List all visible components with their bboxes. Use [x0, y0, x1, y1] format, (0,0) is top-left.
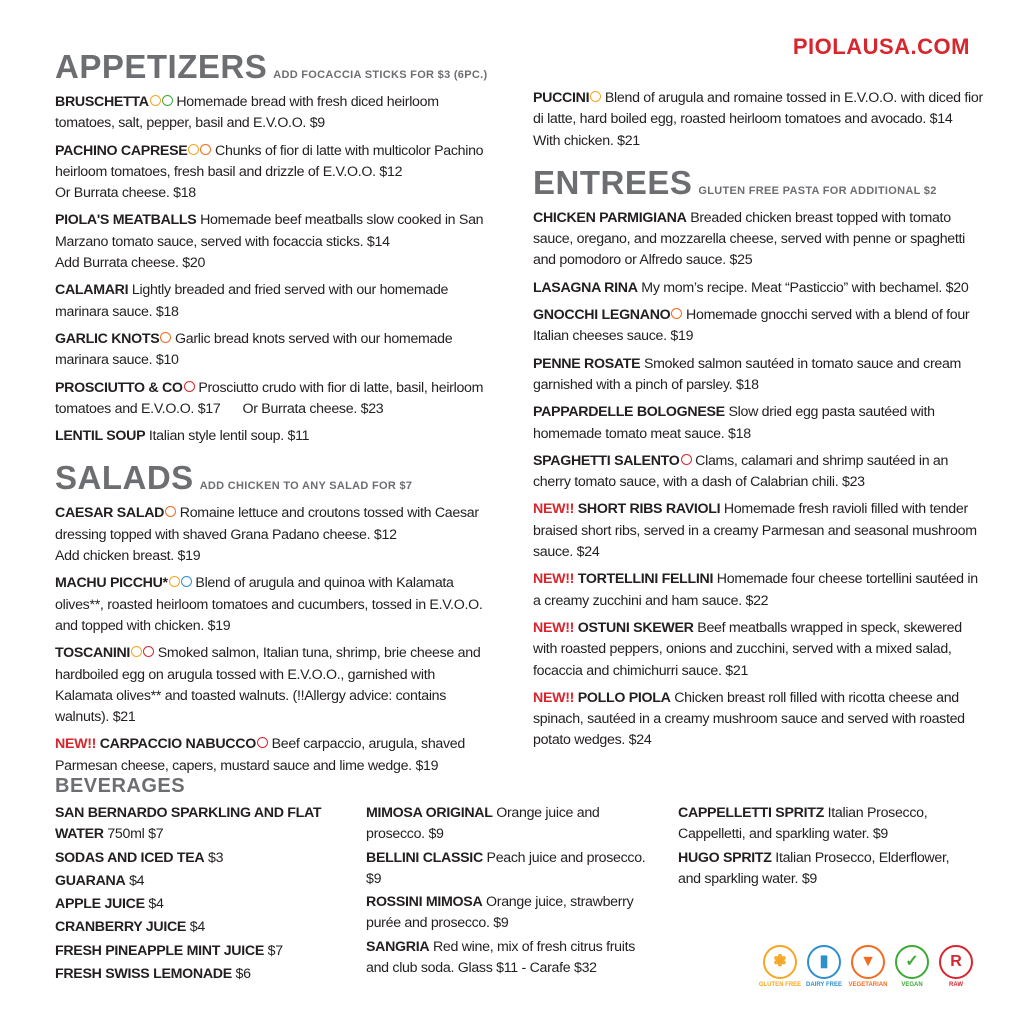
gluten-free-icon [590, 91, 601, 102]
menu-item [55, 426, 495, 447]
legend-raw [934, 945, 978, 988]
legend-gluten-free [758, 945, 802, 988]
item-name: FRESH SWISS LEMONADE [55, 966, 232, 983]
vegan-icon [162, 95, 173, 106]
item-desc: Blend of arugula and quinoa with Kalamata olives**, roasted heirloom tomatoes and cucumbers, tossed in E.V.O.O. and topped with chicken. $19 [55, 575, 483, 634]
item-name: LASAGNA RINA [533, 279, 638, 296]
new-badge: NEW!! [533, 689, 575, 706]
item-name: GUARANA [55, 872, 126, 889]
beverage-item [366, 937, 656, 980]
dietary-legend [758, 945, 978, 995]
menu-item [533, 688, 983, 752]
vegetarian-icon [160, 332, 171, 343]
item-desc: $7 [263, 942, 283, 959]
entrees-heading [533, 163, 983, 201]
item-name: CALAMARI [55, 282, 129, 299]
beverage-item [55, 964, 350, 985]
beverage-item [55, 894, 350, 915]
vegetarian-icon [200, 144, 211, 155]
item-desc: Orange juice, strawberry purée and prosecco. $9 [366, 894, 634, 932]
menu-item [55, 378, 495, 421]
vegetarian-icon [671, 308, 682, 319]
menu-item [533, 88, 983, 152]
beverage-item [55, 803, 350, 846]
menu-item [533, 499, 983, 563]
item-name: PAPPARDELLE BOLOGNESE [533, 404, 725, 421]
item-name: SPAGHETTI SALENTO [533, 452, 680, 469]
legend-dairy-free [802, 945, 846, 988]
left-column [55, 50, 495, 783]
menu-item [55, 573, 495, 637]
item-desc: $4 [144, 896, 164, 913]
item-name: TOSCANINI [55, 645, 131, 662]
legend-label: GLUTEN FREE [758, 982, 802, 988]
legend-label: DAIRY FREE [805, 982, 842, 988]
dairy-free-icon [181, 576, 192, 587]
item-desc: Italian Prosecco, Elderflower, and sparkling water. $9 [678, 849, 950, 887]
legend-label: VEGETARIAN [848, 982, 888, 988]
right-column [533, 88, 983, 758]
menu-item [533, 451, 983, 494]
item-desc: Garlic bread knots served with our homemade marinara sauce. $10 [55, 330, 453, 369]
item-extra: Add chicken breast. $19 [55, 548, 201, 565]
menu-item [533, 402, 983, 445]
legend-label: RAW [949, 982, 963, 988]
item-extra: With chicken. $21 [533, 132, 640, 149]
item-desc: Chicken breast roll filled with ricotta cheese and spinach, sautéed in a creamy mushroom sauce and served with roasted potato wedges. $24 [533, 689, 965, 749]
item-desc: Peach juice and prosecco. $9 [366, 849, 646, 887]
gluten-free-icon [131, 646, 142, 657]
menu-item [533, 569, 983, 612]
menu-item [55, 734, 495, 777]
item-desc: Homemade gnocchi served with a blend of four Italian cheeses sauce. $19 [533, 307, 970, 345]
menu-item [55, 280, 495, 323]
new-badge: NEW!! [55, 736, 97, 753]
raw-icon [184, 381, 195, 392]
menu-item [55, 503, 495, 567]
item-name: POLLO PIOLA [577, 689, 671, 706]
new-badge: NEW!! [533, 571, 575, 588]
item-name: BELLINI CLASSIC [366, 849, 483, 866]
menu-item [533, 278, 983, 299]
item-desc: $4 [186, 919, 205, 936]
beverages-column-2 [366, 803, 656, 981]
appetizers-heading [55, 50, 495, 83]
menu-item [55, 643, 495, 728]
item-desc: 750ml $7 [103, 826, 164, 843]
beverage-item [366, 892, 656, 935]
item-name: CAESAR SALAD [55, 505, 165, 522]
item-desc: Chunks of fior di latte with multicolor Pachino heirloom tomatoes, fresh basil and drizzle of E.V.O.O. $12 [55, 142, 484, 180]
item-name: PIOLA'S MEATBALLS [55, 212, 197, 229]
wheat-icon: ❃ [763, 945, 797, 979]
menu-item [533, 305, 983, 348]
item-desc: Romaine lettuce and croutons tossed with Caesar dressing topped with shaved Grana Padano cheese. $12 [55, 505, 479, 543]
item-name: FRESH PINEAPPLE MINT JUICE [55, 942, 264, 959]
item-desc: Beef carpaccio, arugula, shaved Parmesan cheese, capers, mustard sauce and lime wedge. $19 [55, 736, 465, 774]
raw-icon: R [939, 945, 973, 979]
item-name: SAN BERNARDO SPARKLING AND FLAT WATER [55, 805, 322, 843]
legend-vegan [890, 945, 934, 988]
new-badge: NEW!! [533, 619, 575, 636]
gluten-free-icon [150, 95, 161, 106]
item-name: OSTUNI SKEWER [577, 619, 694, 636]
item-desc: $4 [125, 872, 145, 889]
salads-heading [55, 459, 495, 497]
item-desc: Slow dried egg pasta sautéed with homemade tomato meat sauce. $18 [533, 404, 935, 442]
item-name: LENTIL SOUP [55, 428, 146, 445]
menu-item [55, 210, 495, 274]
item-desc: Orange juice and prosecco. $9 [366, 805, 600, 843]
salads-subtitle: ADD CHICKEN TO ANY SALAD FOR $7 [199, 480, 413, 493]
item-name: SODAS AND ICED TEA [55, 849, 205, 866]
item-desc: Beef meatballs wrapped in speck, skewered with roasted peppers, onions and zucchini, served with a mixed salad, focaccia and chimichurri sauce. $21 [533, 619, 962, 679]
item-name: CAPPELLETTI SPRITZ [678, 805, 824, 821]
menu-item [533, 618, 983, 682]
item-name: CARPACCIO NABUCCO [99, 736, 256, 753]
menu-item [533, 354, 983, 397]
item-desc: Breaded chicken breast topped with tomato sauce, oregano, and mozzarella cheese, served with penne or spaghetti and pomodoro or Alfredo sauce. $25 [533, 209, 966, 269]
raw-icon [257, 737, 268, 748]
legend-vegetarian [846, 945, 890, 988]
item-desc: Red wine, mix of fresh citrus fruits and club soda. Glass $11 - Carafe $32 [366, 938, 636, 977]
appetizers-title: APPETIZERS [55, 48, 268, 85]
item-name: MACHU PICCHU* [55, 575, 168, 592]
item-name: PUCCINI [533, 90, 590, 106]
menu-item [55, 329, 495, 372]
item-desc: Italian Prosecco, Cappelletti, and sparkling water. $9 [678, 805, 928, 843]
item-name: MIMOSA ORIGINAL [366, 805, 493, 821]
item-desc: Lightly breaded and fried served with our homemade marinara sauce. $18 [55, 282, 449, 320]
item-name: SANGRIA [366, 938, 430, 955]
item-name: GNOCCHI LEGNANO [533, 307, 671, 324]
item-name: BRUSCHETTA [55, 94, 149, 110]
beverages-title: BEVERAGES [55, 775, 186, 797]
beverage-item [366, 848, 656, 891]
item-desc: My mom’s recipe. Meat “Pasticcio” with bechamel. $20 [637, 279, 969, 296]
gluten-free-icon [188, 144, 199, 155]
item-desc: Homemade fresh ravioli filled with tender braised short ribs, served in a creamy Parmesan and seasonal mushroom sauce. $24 [533, 501, 977, 561]
beverage-item [55, 848, 350, 869]
beverage-item [55, 917, 350, 938]
item-desc: Homemade bread with fresh diced heirloom tomatoes, salt, pepper, basil and E.V.O.O. $9 [55, 94, 439, 132]
item-name: PROSCIUTTO & CO [55, 379, 183, 396]
item-name: PACHINO CAPRESE [55, 142, 188, 159]
item-extra: Add Burrata cheese. $20 [55, 255, 206, 272]
item-desc: Blend of arugula and romaine tossed in E.V.O.O. with diced fior di latte, hard boiled egg, roasted heirloom tomatoes and avocado. $14 [533, 90, 983, 128]
legend-label: VEGAN [901, 982, 923, 988]
item-extra: Or Burrata cheese. $23 [242, 400, 384, 417]
new-badge: NEW!! [533, 501, 575, 518]
entrees-title: ENTREES [533, 163, 693, 201]
menu-item [55, 141, 495, 205]
item-name: SHORT RIBS RAVIOLI [577, 501, 721, 518]
item-name: TORTELLINI FELLINI [577, 571, 714, 588]
beverage-item [55, 871, 350, 892]
menu-item [533, 208, 983, 272]
milk-bottle-icon: ▮ [807, 945, 841, 979]
item-name: GARLIC KNOTS [55, 330, 160, 347]
item-name: ROSSINI MIMOSA [366, 894, 483, 911]
gluten-free-icon [169, 576, 180, 587]
site-url: PIOLAUSA.COM [792, 34, 970, 59]
raw-icon [143, 646, 154, 657]
beverages-column-1 [55, 803, 350, 987]
item-desc: Prosciutto crudo with fior di latte, basil, heirloom tomatoes and E.V.O.O. $17 [55, 379, 484, 417]
item-name: APPLE JUICE [55, 896, 145, 913]
item-desc: $3 [204, 849, 224, 866]
beverage-item [678, 848, 968, 891]
item-extra: Or Burrata cheese. $18 [55, 185, 196, 202]
beverage-item [55, 941, 350, 962]
item-desc: $6 [231, 966, 251, 983]
appetizers-subtitle: ADD FOCACCIA STICKS FOR $3 (6PC.) [273, 69, 488, 81]
raw-icon [681, 454, 692, 465]
beverages-column-3 [678, 803, 968, 892]
item-name: PENNE ROSATE [533, 355, 641, 372]
item-desc: Smoked salmon sautéed in tomato sauce and cream garnished with a pinch of parsley. $18 [533, 355, 962, 393]
salads-title: SALADS [55, 459, 194, 497]
item-desc: Italian style lentil soup. $11 [145, 428, 310, 445]
item-name: CHICKEN PARMIGIANA [533, 209, 687, 226]
leaf-icon: ✓ [895, 945, 929, 979]
menu-item [55, 92, 495, 135]
carrot-icon: ▼ [851, 945, 885, 979]
vegetarian-icon [165, 506, 176, 517]
item-desc: Smoked salmon, Italian tuna, shrimp, brie cheese and hardboiled egg on arugula tossed with E.V.O.O., garnished with Kalamata olives** and toasted walnuts. (!!Allergy advice: contains walnuts). $21 [55, 645, 481, 726]
entrees-subtitle: GLUTEN FREE PASTA FOR ADDITIONAL $2 [698, 184, 937, 197]
item-desc: Homemade four cheese tortellini sautéed in a creamy zucchini and ham sauce. $22 [533, 571, 978, 609]
item-name: HUGO SPRITZ [678, 849, 772, 866]
item-desc: Homemade beef meatballs slow cooked in San Marzano tomato sauce, served with focaccia sticks. $14 [55, 212, 484, 250]
beverage-item [678, 803, 968, 846]
item-name: CRANBERRY JUICE [55, 919, 187, 936]
beverage-item [366, 803, 656, 846]
item-desc: Clams, calamari and shrimp sautéed in an cherry tomato sauce, with a dash of Calabrian chili. $23 [533, 452, 949, 491]
